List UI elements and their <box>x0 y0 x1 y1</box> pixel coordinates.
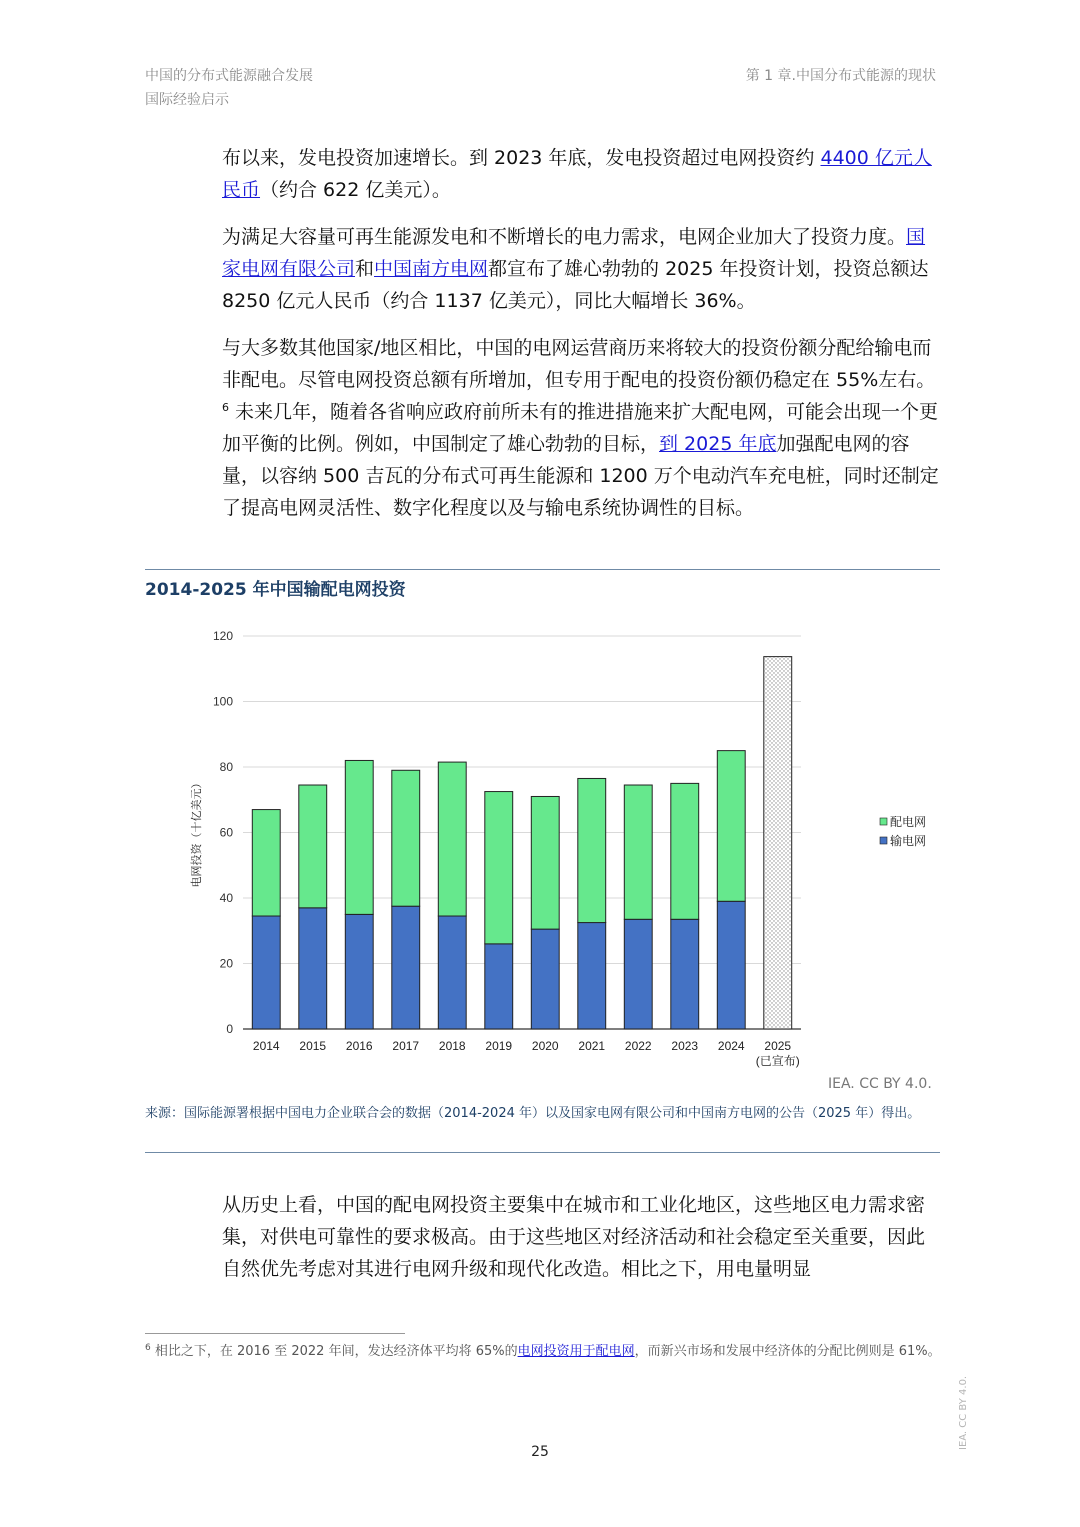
footnote-text-b: ，而新兴市场和发展中经济体的分配比例则是 61%。 <box>634 1344 941 1359</box>
link-4400-yuan[interactable]: 4400 亿元人民币 <box>222 147 932 201</box>
legend-label: 输电网 <box>890 834 927 848</box>
x-tick-label: 2018 <box>438 1039 466 1053</box>
y-tick-label: 0 <box>226 1022 233 1036</box>
bar-transmission <box>578 923 606 1029</box>
paragraph-3-text-c: 加强配电网的容量，以容纳 500 吉瓦的分布式可再生能源和 1200 万个电动汽车充电桩，同时还制定了提高电网灵活性、数字化程度以及与输电系统协调性的目标。 <box>222 433 939 519</box>
bar-transmission <box>345 914 373 1029</box>
figure-title: 2014-2025 年中国输配电网投资 <box>145 580 406 600</box>
bar-distribution <box>345 760 373 914</box>
paragraph-4: 从历史上看，中国的配电网投资主要集中在城市和工业化地区，这些地区电力需求密集，对供电可靠性的要求极高。由于这些地区对经济活动和社会稳定至关重要，因此自然优先考虑对其进行电网升级和现代化改造。相比之下，用电量明显 <box>222 1194 926 1280</box>
paragraph-1 <box>222 142 940 206</box>
x-tick-note: (已宣布) <box>755 1054 800 1068</box>
figure-top-rule <box>145 569 940 570</box>
paragraph-2-text-c: 都宣布了雄心勃勃的 2025 年投资计划，投资总额达 8250 亿元人民币（约合 1137 亿美元），同比大幅增长 36%。 <box>222 258 929 312</box>
page-number: 25 <box>531 1444 549 1460</box>
x-tick-label: 2016 <box>345 1039 373 1053</box>
y-tick-label: 80 <box>219 760 233 774</box>
footnote-divider <box>145 1333 405 1334</box>
header-left <box>145 64 313 112</box>
bar-distribution <box>578 778 606 922</box>
footnote-number: 6 <box>145 1343 151 1353</box>
x-tick-label: 2024 <box>717 1039 745 1053</box>
link-end-of-2025[interactable]: 到 2025 年底 <box>659 433 777 455</box>
x-tick-label: 2022 <box>624 1039 652 1053</box>
body-text-top <box>222 142 940 539</box>
bar-distribution <box>624 785 652 919</box>
y-axis-title: 电网投资（十亿美元） <box>191 777 203 888</box>
bar-transmission <box>485 944 513 1029</box>
bar-transmission <box>671 919 699 1029</box>
bar-distribution <box>531 796 559 929</box>
link-grid-investment-distribution[interactable]: 电网投资用于配电网 <box>517 1344 635 1359</box>
bar-transmission <box>531 929 559 1029</box>
x-tick-label: 2014 <box>252 1039 280 1053</box>
body-text-bottom <box>222 1189 940 1300</box>
header-report-title: 中国的分布式能源融合发展 <box>145 68 313 84</box>
bar-distribution <box>438 762 466 916</box>
x-tick-label: 2020 <box>531 1039 559 1053</box>
header-chapter-title: 第 1 章.中国分布式能源的现状 <box>745 68 936 84</box>
paragraph-1-text-b: （约合 622 亿美元）。 <box>260 179 451 201</box>
paragraph-3-text-a: 与大多数其他国家/地区相比，中国的电网运营商历来将较大的投资份额分配给输电而非配电。尽管电网投资总额有所增加，但专用于配电的投资份额仍稳定在 55%左右。 <box>222 337 936 391</box>
bar-transmission <box>624 919 652 1029</box>
bar-distribution <box>299 785 327 908</box>
paragraph-3-text-b: 未来几年，随着各省响应政府前所未有的推进措施来扩大配电网，可能会出现一个更加平衡的比例。例如，中国制定了雄心勃勃的目标， <box>222 401 939 455</box>
legend-swatch <box>880 818 887 825</box>
bar-transmission <box>392 906 420 1029</box>
x-tick-label: 2019 <box>485 1039 513 1053</box>
paragraph-1-text-a: 布以来，发电投资加速增长。到 2023 年底，发电投资超过电网投资约 <box>222 147 821 169</box>
x-tick-label: 2023 <box>671 1039 699 1053</box>
bar-announced-total <box>764 657 792 1029</box>
figure-credit: IEA. CC BY 4.0. <box>828 1076 932 1092</box>
paragraph-2-text-b: 和 <box>355 258 375 280</box>
paragraph-2 <box>222 221 940 317</box>
x-tick-label: 2015 <box>299 1039 327 1053</box>
bar-distribution <box>392 770 420 906</box>
paragraph-3 <box>222 332 940 524</box>
side-watermark: IEA. CC BY 4.0. <box>958 1375 969 1450</box>
x-tick-label: 2017 <box>392 1039 420 1053</box>
figure-bottom-rule <box>145 1152 940 1153</box>
footnote-6 <box>145 1342 941 1362</box>
header-report-subtitle: 国际经验启示 <box>145 92 229 108</box>
grid-investment-chart <box>145 608 940 1078</box>
x-tick-label: 2021 <box>578 1039 606 1053</box>
bar-distribution <box>671 783 699 919</box>
y-tick-label: 40 <box>219 891 233 905</box>
bar-transmission <box>299 908 327 1029</box>
y-tick-label: 120 <box>212 629 233 643</box>
bar-distribution <box>485 792 513 944</box>
bar-transmission <box>252 916 280 1029</box>
footnote-ref-6[interactable]: 6 <box>222 401 229 414</box>
link-state-grid[interactable]: 国家电网有限公司 <box>222 226 926 280</box>
paragraph-2-text-a: 为满足大容量可再生能源发电和不断增长的电力需求，电网企业加大了投资力度。 <box>222 226 907 248</box>
bar-transmission <box>438 916 466 1029</box>
link-china-southern-grid[interactable]: 中国南方电网 <box>374 258 489 280</box>
legend-swatch <box>880 837 887 844</box>
bar-distribution <box>717 751 745 902</box>
y-tick-label: 60 <box>219 825 233 840</box>
bar-distribution <box>252 810 280 916</box>
figure-source: 来源：国际能源署根据中国电力企业联合会的数据（2014-2024 年）以及国家电网有限公司和中国南方电网的公告（2025 年）得出。 <box>145 1106 921 1121</box>
y-tick-label: 20 <box>219 956 233 971</box>
bar-transmission <box>717 901 745 1029</box>
x-tick-label: 2025 <box>764 1039 792 1053</box>
y-tick-label: 100 <box>212 694 233 709</box>
footnote-text-a: 相比之下，在 2016 至 2022 年间，发达经济体平均将 65%的 <box>150 1344 518 1359</box>
legend-label: 配电网 <box>890 815 927 829</box>
